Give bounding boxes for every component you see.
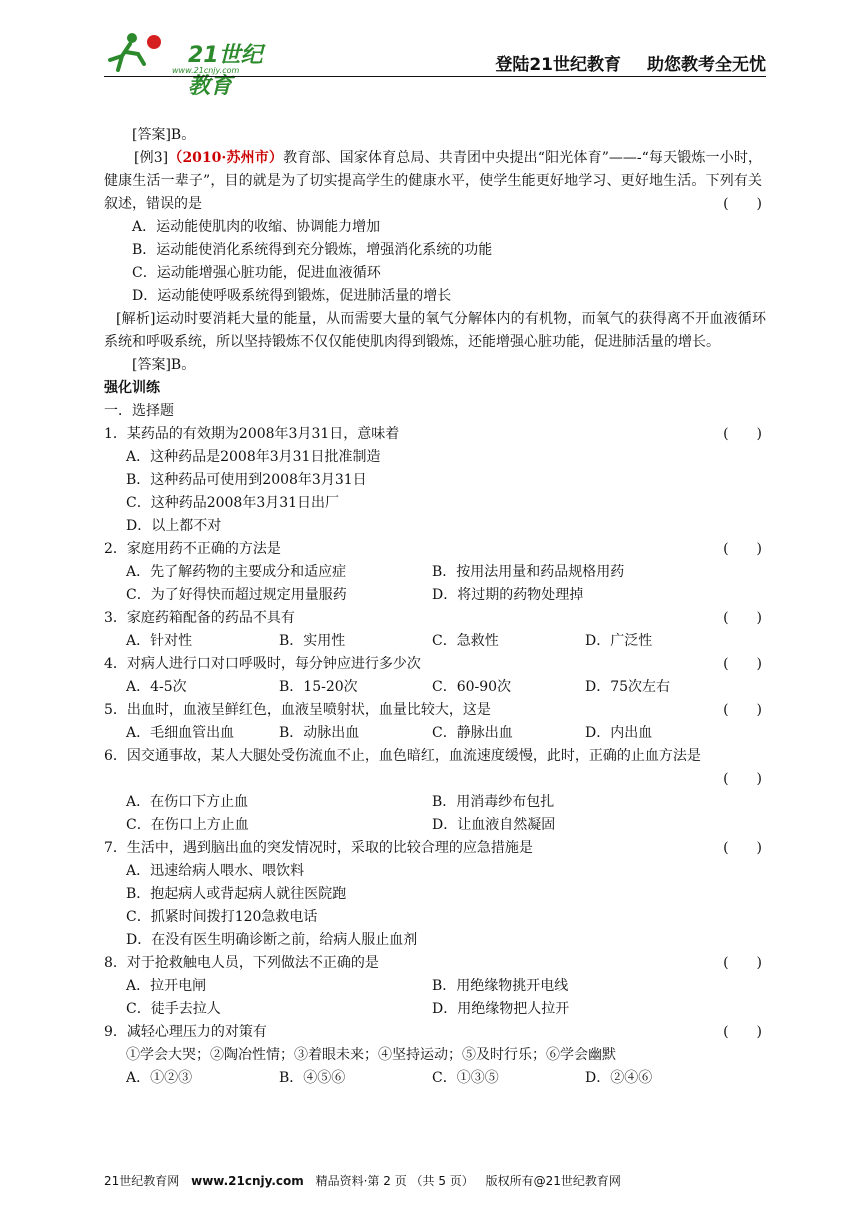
q7-option-b: B．抱起病人或背起病人就往医院跑 — [126, 886, 347, 902]
answer-blank: ( ) — [723, 1024, 762, 1040]
q9-option-b: B．④⑤⑥ — [279, 1070, 346, 1086]
header-slogan — [495, 50, 766, 75]
question-9 — [104, 1021, 766, 1044]
q7-option-c: C．抓紧时间拨打120急救电话 — [126, 909, 318, 925]
example-answer: [答案]B。 — [132, 357, 196, 373]
q8-options-row-2 — [104, 998, 766, 1021]
question-stem: 3．家庭药箱配备的药品不具有 — [104, 610, 295, 626]
question-8 — [104, 952, 766, 975]
q2-option-a: A．先了解药物的主要成分和适应症 — [126, 564, 347, 580]
q4-option-b: B．15-20次 — [279, 679, 358, 695]
q6-option-c: C．在伤口上方止血 — [126, 817, 249, 833]
question-5 — [104, 699, 766, 722]
q9-option-d: D．②④⑥ — [585, 1070, 653, 1086]
section-title: 强化训练 — [104, 380, 160, 396]
example-option-a: A．运动能使肌肉的收缩、协调能力增加 — [132, 219, 381, 235]
q9-option-a: A．①②③ — [126, 1070, 193, 1086]
question-6: 6．因交通事故，某人大腿处受伤流血不止，血色暗红，血流速度缓慢，此时，正确的止血方法是 — [104, 748, 701, 764]
logo-url-text: www.21cnjy.com — [172, 66, 240, 75]
q8-option-a: A．拉开电闸 — [126, 978, 207, 994]
q2-options-row-2 — [104, 584, 766, 607]
q1-option-b: B．这种药品可使用到2008年3月31日 — [126, 472, 367, 488]
q9-item-list: ①学会大哭；②陶冶性情；③着眼未来；④坚持运动；⑤及时行乐；⑥学会幽默 — [126, 1047, 616, 1063]
question-stem: 8．对于抢救触电人员，下列做法不正确的是 — [104, 955, 379, 971]
question-stem: 7．生活中，遇到脑出血的突发情况时，采取的比较合理的应急措施是 — [104, 840, 533, 856]
question-3 — [104, 607, 766, 630]
document-body — [104, 124, 766, 1090]
logo-brand-text: 21世纪教育 — [188, 43, 263, 99]
q1-option-d: D．以上都不对 — [126, 518, 222, 534]
slogan-tagline: 助您教考全无忧 — [647, 55, 766, 75]
q1-option-c: C．这种药品2008年3月31日出厂 — [126, 495, 340, 511]
q6-options-row-1 — [104, 791, 766, 814]
footer-url-link[interactable]: www.21cnjy.com — [191, 1174, 304, 1188]
answer-blank: ( ) — [723, 610, 762, 626]
q5-option-c: C．静脉出血 — [432, 725, 513, 741]
runner-logo-icon — [104, 30, 164, 74]
example-3-stem — [104, 147, 766, 216]
site-logo[interactable] — [104, 28, 284, 99]
q9-options — [104, 1067, 766, 1090]
question-2 — [104, 538, 766, 561]
q5-option-d: D．内出血 — [585, 725, 653, 741]
q7-option-d: D．在没有医生明确诊断之前，给病人服止血剂 — [126, 932, 418, 948]
question-stem: 4．对病人进行口对口呼吸时，每分钟应进行多少次 — [104, 656, 421, 672]
q2-options-row-1 — [104, 561, 766, 584]
q3-option-d: D．广泛性 — [585, 633, 653, 649]
question-stem: 9．减轻心理压力的对策有 — [104, 1024, 267, 1040]
q5-option-a: A．毛细血管出血 — [126, 725, 235, 741]
q6-options-row-2 — [104, 814, 766, 837]
question-4 — [104, 653, 766, 676]
q2-option-c: C．为了好得快而超过规定用量服药 — [126, 587, 347, 603]
footer-page-info: 精品资料·第 2 页 （共 5 页） — [315, 1174, 474, 1188]
q4-option-a: A．4-5次 — [126, 679, 187, 695]
question-7 — [104, 837, 766, 860]
example-source: （2010·苏州市） — [168, 150, 284, 166]
subsection-title: 一．选择题 — [104, 403, 174, 419]
answer-blank: ( ) — [723, 702, 762, 718]
q6-option-d: D．让血液自然凝固 — [432, 817, 556, 833]
q8-option-b: B．用绝缘物挑开电线 — [432, 978, 569, 994]
q9-option-c: C．①③⑤ — [432, 1070, 499, 1086]
example-analysis: [解析]运动时要消耗大量的能量，从而需要大量的氧气分解体内的有机物，而氧气的获得离不开血液循环系统和呼吸系统，所以坚持锻炼不仅仅能使肌肉得到锻炼，还能增强心脏功能，促进肺活量的增长。 — [104, 311, 766, 350]
q4-option-c: C．60-90次 — [432, 679, 512, 695]
q6-option-a: A．在伤口下方止血 — [126, 794, 249, 810]
q2-option-b: B．按用法用量和药品规格用药 — [432, 564, 625, 580]
slogan-login: 登陆21世纪教育 — [495, 55, 621, 75]
example-option-c: C．运动能增强心脏功能，促进血液循环 — [132, 265, 381, 281]
answer-blank: ( ) — [723, 955, 762, 971]
question-stem: 5．出血时，血液呈鲜红色，血液呈喷射状，血量比较大，这是 — [104, 702, 491, 718]
q8-option-c: C．徒手去拉人 — [126, 1001, 221, 1017]
q3-option-c: C．急救性 — [432, 633, 499, 649]
question-stem: 1．某药品的有效期为2008年3月31日，意味着 — [104, 426, 400, 442]
q3-option-a: A．针对性 — [126, 633, 193, 649]
q2-option-d: D．将过期的药物处理掉 — [432, 587, 584, 603]
answer-blank: ( ) — [723, 426, 762, 442]
q5-options — [104, 722, 766, 745]
answer-blank: ( ) — [723, 541, 762, 557]
prev-answer: [答案]B。 — [132, 127, 196, 143]
example-label: [例3] — [134, 150, 169, 166]
q6-option-b: B．用消毒纱布包扎 — [432, 794, 555, 810]
q8-options-row-1 — [104, 975, 766, 998]
question-stem: 2．家庭用药不正确的方法是 — [104, 541, 281, 557]
header-divider — [104, 76, 766, 77]
footer-site: 21世纪教育网 — [104, 1174, 180, 1188]
example-stem-text: 教育部、国家体育总局、共青团中央提出“阳光体育”——-“每天锻炼一小时，健康生活一辈子”，目的就是为了切实提高学生的健康水平，使学生能更好地学习、更好地生活。下列有关叙述，错误的是 — [104, 150, 762, 212]
q4-options — [104, 676, 766, 699]
example-option-d: D．运动能使呼吸系统得到锻炼，促进肺活量的增长 — [132, 288, 452, 304]
q3-option-b: B．实用性 — [279, 633, 346, 649]
q5-option-b: B．动脉出血 — [279, 725, 360, 741]
q4-option-d: D．75次左右 — [585, 679, 671, 695]
example-blank: ( ) — [723, 196, 762, 212]
question-1 — [104, 423, 766, 446]
page-footer — [104, 1172, 766, 1189]
answer-blank: ( ) — [723, 771, 762, 787]
q1-option-a: A．这种药品是2008年3月31日批准制造 — [126, 449, 381, 465]
answer-blank: ( ) — [723, 840, 762, 856]
q8-option-d: D．用绝缘物把人拉开 — [432, 1001, 570, 1017]
answer-blank: ( ) — [723, 656, 762, 672]
question-6-blank-line — [104, 768, 766, 791]
q7-option-a: A．迅速给病人喂水、喂饮料 — [126, 863, 305, 879]
example-option-b: B．运动能使消化系统得到充分锻炼，增强消化系统的功能 — [132, 242, 493, 258]
q3-options — [104, 630, 766, 653]
footer-copyright: 版权所有@21世纪教育网 — [485, 1174, 621, 1188]
